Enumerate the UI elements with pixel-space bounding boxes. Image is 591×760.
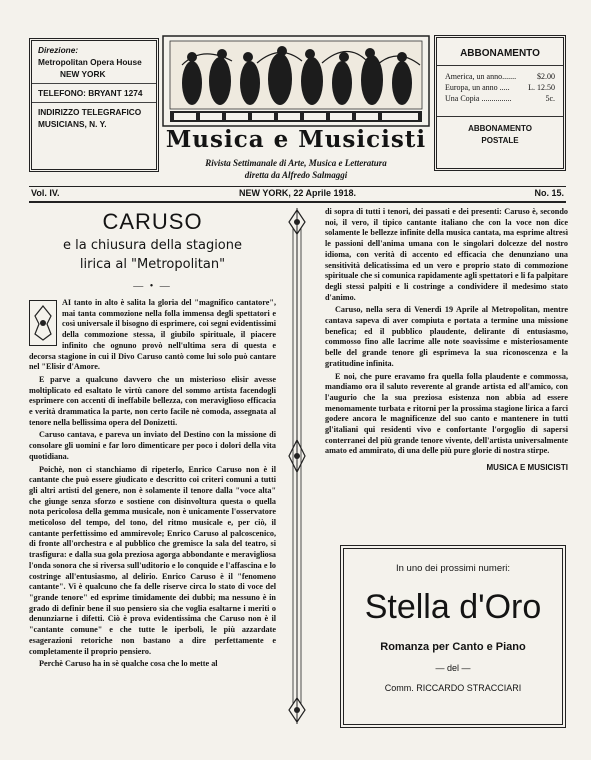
article-signature: MUSICA E MUSICISTI [486,463,568,473]
subscription-footer [437,116,563,147]
masthead-dancers-illustration [162,35,430,127]
publisher-info-box [29,38,159,172]
venue-name: Metropolitan Opera House [38,57,142,67]
telegraph-label: INDIRIZZO TELEGRAFICO [38,107,142,117]
phone-row [32,84,156,103]
masthead-director: diretta da Alfredo Salmaggi [244,170,348,180]
article-subhead-1: e la chiusura della stagione [63,238,242,253]
price-value: 5c. [545,94,555,103]
masthead-subtitle: Rivista Settimanale di Arte, Musica e Letteratura [205,158,387,168]
footer-line-2: POSTALE [481,136,519,145]
subscription-box [434,35,566,171]
telegraph-row [32,103,156,133]
article-paragraph: Caruso, nella sera di Venerdì 19 Aprile al Metropolitan, mentre cantava sapeva di aver compiuta e portata a termine una missione benefica; ed il pubblico plaudente, delirante di entusiasmo, commosso fino alle lacrime alle note soavissime e misteriosamente belle del grande tenore gli esprimeva la sua riconoscenza e la gratitudine infinita. [325,305,568,368]
advert-by: — del — [435,663,471,673]
subscription-title: ABBONAMENTO [437,48,563,66]
article-paragraph: E parve a qualcuno davvero che un misterioso elisir avesse moltiplicato ed esaltato le virtù canore del sommo artista facendogli esprimere con accenti di ineffabile bellezza, con meraviglioso efficacia e verità drammatica la parte, non certo facile nè comoda, assegnata al tenore nella bellissima opera del Donizetti. [29,374,276,427]
article-subhead-2: lirica al "Metropolitan" [79,257,226,272]
price-label: Europa, un anno ..... [445,83,510,92]
advert-subtitle: Romanza per Canto e Piano [380,641,526,653]
issue-date: NEW YORK, 22 Aprile 1918. [239,188,357,198]
article-left-column [29,207,276,672]
dateline-bar [29,186,566,203]
column-divider-ornament [286,208,308,724]
article-paragraph: Poichè, non ci stanchiamo di ripeterlo, Enrico Caruso non è il cantante che può essere giudicato e descritto coi criteri comuni a tutti gli altri artisti del genere, non è solamente il tenore dalla "voce alta" che giunge senza sforzo e sostiene con disinvoltura questa o quella nota pericolosa della gemma musicale, non è unicamente l'osservatore meticoloso del tempo, del tono, del ritmo musicale e, per ciò, il cantante perfettissimo ed ammirevole; Enrico Caruso al palcoscenico, di fronte all'orchestra e al pubblico che gremisce la sala del teatro, si trasfigura: e dalla sua gola preziosa agorga abbondante e meravigliosa l'onda sonora che si riversa sull'uditorio e lo conquide e l'affascina e lo costringe all'entusiasmo, al delirio. Enrico Caruso è il "fenomeno cantante". Vi è qualcuno che fa delle riserve circa lo stato di voce del "grande tenore" ed esprime timidamente dei dubbi; ma nessuno è in grado di definir bene il suo pensiero sia che voglia esaltarne i meriti o denunziarne i difetti. Ciò è prova evidentissima che Caruso non è il "cantante comune" e che tutte le iperboli, le più azzardate esagerazioni retoriche non bastano a dire perfettamente e completamente il proprio pensiero. [29,464,276,656]
price-label: Una Copia ............... [445,94,512,103]
advert-author: Comm. RICCARDO STRACCIARI [384,683,522,693]
dropcap-ornament-icon [29,300,57,346]
article-paragraph: Perchè Caruso ha in sè qualche cosa che lo mette al [39,659,218,669]
advert-title: Stella d'Oro [364,588,542,626]
article-right-column [325,207,568,472]
price-row [437,71,563,82]
article-paragraph: Caruso cantava, e pareva un inviato del Destino con la missione di consolare gli uomini e far loro dimenticare per poco i dolori della vita quotidiana. [29,430,276,461]
price-value: $2.00 [537,72,555,81]
article-paragraph: E noi, che pure eravamo fra quella folla plaudente e commossa, mandiamo ora il saluto reverente al grande artista ed all'amico, con l'augurio che la sua preziosa esistenza non abbia ad essere menomamente turbata e ritorni per la prossima stagione lirica a farci godere ancora le magnificenze del suo canto e mantenere in tutti gl'italiani qui residenti vivo e confortante l'orgoglio di sapersi conterranei del più grande tenore vivente, dell'artista universalmente amato ed ammirato, di una delle più pure glorie di nostra stirpe. [325,371,568,456]
price-label: America, un anno....... [445,72,517,81]
masthead-title: Musica e Musicisti [165,126,427,153]
phone-number: TELEFONO: BRYANT 1274 [38,88,143,98]
upcoming-issue-advert [340,545,566,728]
price-row [437,82,563,93]
issue-number: No. 15. [534,188,564,198]
price-value: L. 12.50 [528,83,555,92]
article-paragraph: di sopra di tutti i tenori, dei passati e dei presenti: Caruso è, secondo noi, il vero, il tipico cantante italiano che con la voce non dice solamente le bellezze infinite della musica cantata, ma esprime altresì le passioni dell'anima umana con le singolari dolcezze del nostro idioma, con verità di accento ed efficacia che denunziano una sensitività delicatissima ed un vero e proprio stato di commozione spirituale che si comunica rapidamente agli spettatori e li fa palpitare degli stessi palpiti e li costringe a condividere il medesimo stato d'animo. [325,207,568,302]
footer-line-1: ABBONAMENTO [468,124,532,133]
advert-intro: In uno dei prossimi numeri: [395,563,511,574]
section-ornament: — • — [133,281,172,292]
venue-city: NEW YORK [60,69,106,79]
direction-row [32,41,156,84]
telegraph-address: MUSICIANS, N. Y. [38,119,107,129]
article-headline: CARUSO [102,209,203,234]
price-row [437,93,563,104]
article-paragraph: AI tanto in alto è salita la gloria del "magnifico cantatore", mai tanta commozione nella folla immensa degli spettatori e così universale il bisogno di esprimere, coi segni evidentissimi della commozione stessa, il giubilo spirituale, il piacere infinito che ognuno provò nell'ultima sera di questa e decorsa stagione in cui il Divo Caruso cantò come lui solo può cantare nel "Elisir d'Amore. [29,298,276,372]
volume-label: Vol. IV. [31,188,60,198]
direction-label: Direzione: [38,45,79,55]
